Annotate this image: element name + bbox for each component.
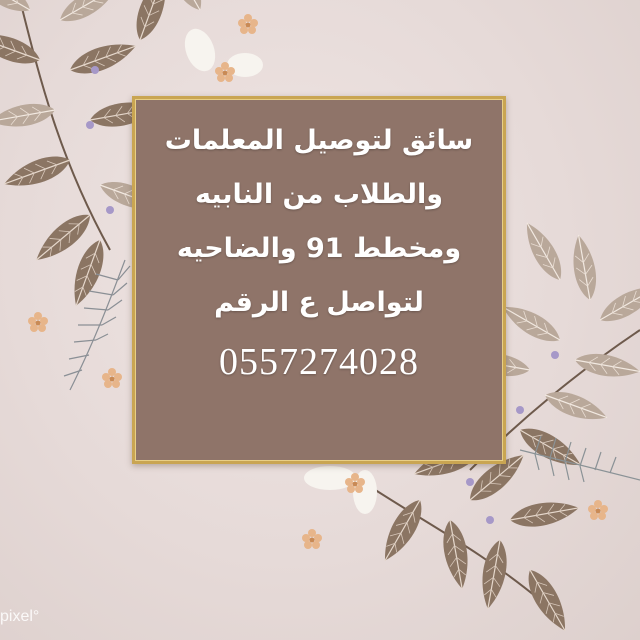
phone-number: 0557274028	[219, 341, 419, 383]
message-line-3: ومخطط 91 والضاحيه	[176, 233, 462, 264]
watermark: pixel°	[0, 608, 40, 625]
message-line-4: لتواصل ع الرقم	[214, 287, 424, 318]
leaf-cluster-bottom-center	[304, 446, 581, 636]
message-line-2: والطلاب من النابيه	[194, 179, 443, 210]
message-line-1: سائق لتوصيل المعلمات	[164, 125, 474, 156]
message-text-block	[132, 96, 506, 464]
